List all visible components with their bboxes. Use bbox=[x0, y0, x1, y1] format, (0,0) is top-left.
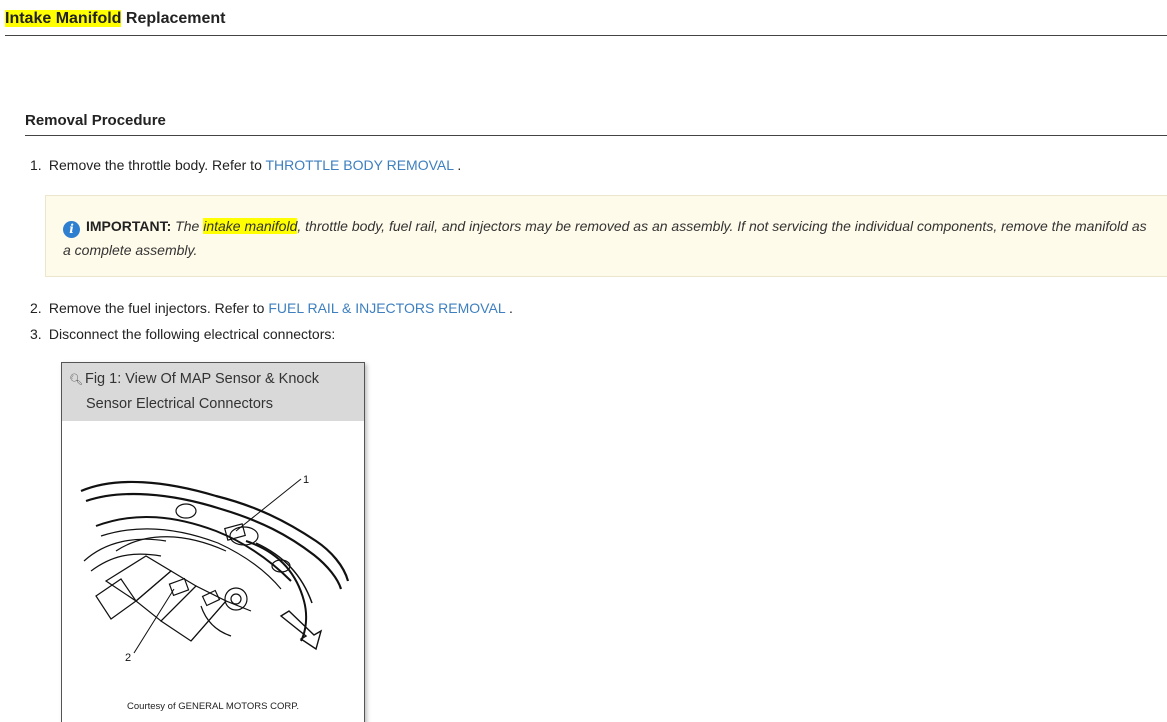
caption-line-2: Sensor Electrical Connectors bbox=[86, 396, 273, 412]
note-text-post: , throttle body, fuel rail, and injectors may be removed as an assembly. If not servicing the individual components, remove the manifold as a complete assembly. bbox=[63, 218, 1147, 258]
step-text: Disconnect the following electrical connectors: bbox=[48, 326, 336, 342]
figure-caption[interactable] bbox=[62, 363, 364, 421]
step-number: 1. bbox=[30, 157, 42, 173]
caption-line-1: Fig 1: View Of MAP Sensor & Knock bbox=[84, 371, 319, 387]
step-3 bbox=[30, 326, 335, 342]
figure-card[interactable] bbox=[61, 362, 365, 722]
page-title bbox=[5, 10, 1167, 36]
title-highlight: Intake Manifold bbox=[5, 10, 122, 27]
fuel-rail-injectors-removal-link[interactable]: FUEL RAIL & INJECTORS REMOVAL bbox=[268, 300, 506, 316]
important-label: IMPORTANT: bbox=[86, 218, 172, 234]
throttle-body-removal-link[interactable]: THROTTLE BODY REMOVAL bbox=[265, 157, 454, 173]
callout-1: 1 bbox=[303, 474, 310, 486]
note-text-pre: The bbox=[171, 218, 204, 234]
step-text-after: . bbox=[505, 300, 513, 316]
step-text: Remove the throttle body. Refer to bbox=[48, 157, 266, 173]
step-1 bbox=[30, 157, 461, 173]
step-number: 2. bbox=[30, 300, 42, 316]
section-title: Removal Procedure bbox=[25, 112, 1167, 136]
zoom-in-icon[interactable]: 🔍︎ bbox=[69, 374, 83, 386]
callout-2: 2 bbox=[125, 652, 132, 664]
important-note bbox=[45, 195, 1167, 277]
title-rest: Replacement bbox=[121, 10, 226, 27]
info-icon: i bbox=[63, 221, 80, 238]
step-number: 3. bbox=[30, 326, 42, 342]
step-text-after: . bbox=[453, 157, 462, 173]
step-2 bbox=[30, 300, 513, 316]
note-highlight: intake manifold bbox=[203, 218, 298, 234]
figure-credit: Courtesy of GENERAL MOTORS CORP. bbox=[127, 701, 299, 712]
step-text: Remove the fuel injectors. Refer to bbox=[48, 300, 269, 316]
engine-diagram-image bbox=[76, 471, 356, 671]
